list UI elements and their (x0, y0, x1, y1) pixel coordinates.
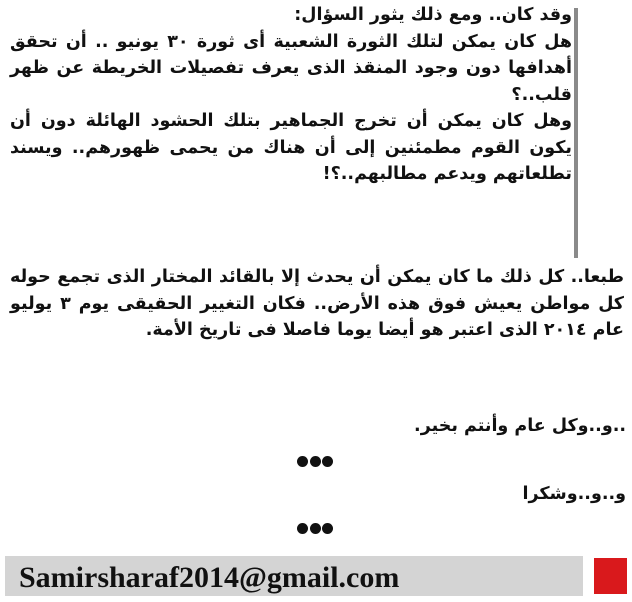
quote-question-1: هل كان يمكن لتلك الثورة الشعبية أى ثورة ٣٠ يونيو .. أن تحقق أهدافها دون وجود المنقذ الذى يعرف تفصيلات الخريطة عن ظهر قلب..؟ (10, 31, 572, 105)
quote-line-intro: وقد كان.. ومع ذلك يثور السؤال: (294, 5, 572, 25)
accent-square (594, 558, 627, 594)
separator-dots (297, 521, 333, 535)
body-paragraph: طبعا.. كل ذلك ما كان يمكن أن يحدث إلا بالقائد المختار الذى تجمع حوله كل مواطن يعيش فوق هذه الأرض.. فكان التغيير الحقيقى يوم ٣ يوليو عام ٢٠١٤ الذى اعتبر هو أيضا يوما فاصلا فى تاريخ الأمة. (10, 267, 624, 340)
greeting-line: ..و..وكل عام وأنتم بخير. (414, 416, 626, 436)
dot (310, 456, 321, 467)
dot (310, 523, 321, 534)
quote-question-2: وهل كان يمكن أن تخرج الجماهير بتلك الحشود الهائلة دون أن يكون القوم مطمئنين إلى أن هناك من يحمى ظهورهم.. ويسند تطلعاتهم ويدعم مطالبهم..؟! (10, 111, 572, 184)
closing-line: و..و..وشكرا (522, 484, 626, 504)
author-email[interactable]: Samirsharaf2014@gmail.com (19, 561, 400, 594)
quote-block (10, 2, 572, 188)
dot (322, 456, 333, 467)
dot (297, 523, 308, 534)
dot (297, 456, 308, 467)
author-footer (0, 552, 632, 602)
quote-rule (574, 8, 578, 258)
separator-dots (297, 454, 333, 468)
dot (322, 523, 333, 534)
footer-bar (5, 556, 583, 596)
body-block (10, 264, 624, 344)
